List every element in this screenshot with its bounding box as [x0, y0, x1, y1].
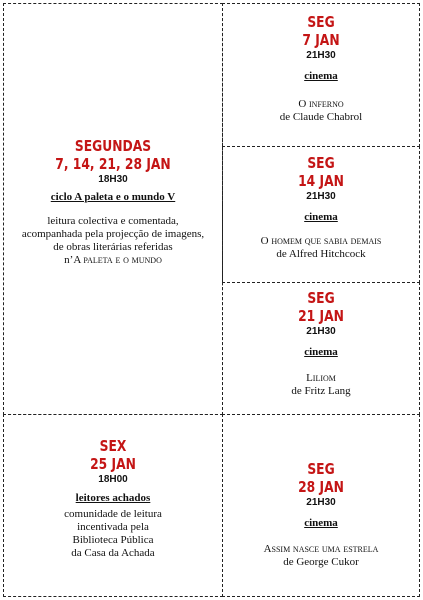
session-category: cinema [304, 517, 338, 529]
session-date: 7 JAN [302, 31, 340, 49]
film-director: de Alfred Hitchcock [276, 248, 366, 260]
session-day: SEG [307, 289, 335, 307]
film-title: Liliom [306, 372, 336, 384]
session-card [222, 146, 420, 283]
session-time: 21H30 [306, 191, 336, 202]
film-director: de Claude Chabrol [279, 111, 363, 123]
film-title: O inferno [298, 98, 344, 110]
event-sex [3, 414, 223, 597]
desc-line: acompanhada pela projecção de imagens, [21, 228, 205, 240]
event-segundas [3, 3, 223, 415]
session-card [222, 3, 420, 147]
event-description [4, 508, 222, 560]
event-day: SEGUNDAS [74, 137, 152, 155]
desc-line: Biblioteca Pública [72, 534, 154, 546]
session-day: SEG [307, 13, 335, 31]
desc-line: da Casa da Achada [71, 547, 155, 559]
desc-line: comunidade de leitura [64, 508, 162, 520]
book-title: A paleta e o mundo [73, 254, 162, 266]
film-director: de George Cukor [283, 556, 359, 568]
session-time: 21H30 [306, 326, 336, 337]
film-title: Assim nasce uma estrela [263, 543, 379, 555]
event-day: SEX [99, 437, 127, 455]
session-category: cinema [304, 346, 338, 358]
event-time: 18H00 [98, 474, 128, 485]
session-time: 21H30 [306, 50, 336, 61]
desc-line: de obras literárias referidas [53, 241, 173, 253]
session-category: cinema [304, 211, 338, 223]
session-card [222, 282, 420, 415]
session-date: 28 JAN [298, 478, 344, 496]
desc-line [4, 254, 222, 267]
desc-prefix: n’ [64, 254, 74, 266]
session-date: 14 JAN [298, 172, 344, 190]
event-time: 18H30 [98, 174, 128, 185]
session-time: 21H30 [306, 497, 336, 508]
event-dates: 7, 14, 21, 28 JAN [55, 155, 171, 173]
desc-line: incentivada pela [77, 521, 149, 533]
session-category: cinema [304, 70, 338, 82]
session-card [222, 414, 420, 597]
desc-line: leitura colectiva e comentada, [47, 215, 179, 227]
film-title: O homem que sabia demais [260, 235, 382, 247]
session-day: SEG [307, 154, 335, 172]
film-director: de Fritz Lang [291, 385, 351, 397]
event-date: 25 JAN [90, 455, 136, 473]
session-day: SEG [307, 460, 335, 478]
event-category: leitores achados [75, 492, 151, 504]
event-description [4, 215, 222, 267]
event-category: ciclo A paleta e o mundo V [50, 191, 176, 203]
session-date: 21 JAN [298, 307, 344, 325]
